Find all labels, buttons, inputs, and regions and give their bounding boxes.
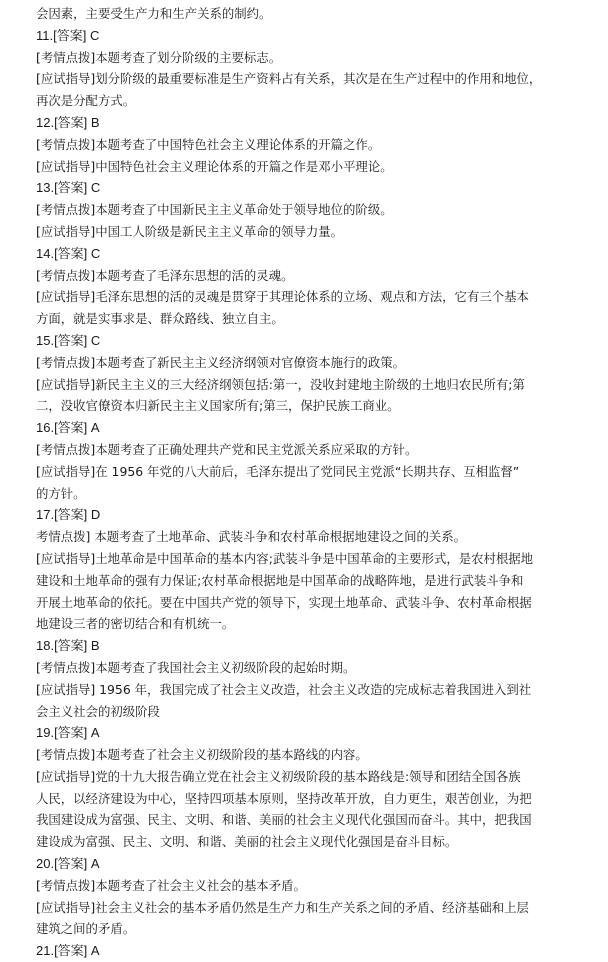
text-line: [考情点拨]本题考查了正确处理共产党和民主党派关系应采取的方针。 bbox=[36, 441, 418, 457]
text-line: [考情点拨]本题考查了我国社会主义初级阶段的起始时期。 bbox=[36, 659, 356, 675]
document-body bbox=[36, 3, 576, 962]
text-line: [应试指导]中国工人阶级是新民主主义革命的领导力量。 bbox=[36, 223, 344, 239]
text-line: [考情点拨]本题考查了中国新民主主义革命处于领导地位的阶级。 bbox=[36, 202, 393, 218]
text-line: 考情点拨] 本题考查了土地革命、武装斗争和农村革命根据地建设之间的关系。 bbox=[36, 529, 467, 545]
answer-line: 20.[答案] A bbox=[36, 856, 100, 872]
text-line: [考情点拨]本题考查了划分阶级的主要标志。 bbox=[36, 49, 282, 65]
text-line: 建设和土地革命的强有力保证;农村革命根据地是中国革命的战略阵地，是进行武装斗争和 bbox=[36, 572, 524, 588]
text-line: 再次是分配方式。 bbox=[36, 93, 136, 109]
text-line: 二，没收官僚资本归新民主主义国家所有;第三，保护民族工商业。 bbox=[36, 398, 400, 414]
text-line: 会因素，主要受生产力和生产关系的制约。 bbox=[36, 6, 272, 21]
text-line: 建设成为富强、民主、文明、和谐、美丽的社会主义现代化强国是奋斗目标。 bbox=[36, 834, 458, 850]
answer-line: 19.[答案] A bbox=[36, 725, 100, 741]
answer-line: 13.[答案] C bbox=[36, 180, 101, 196]
answer-line: 15.[答案] C bbox=[36, 332, 101, 348]
answer-line: 12.[答案] B bbox=[36, 114, 100, 130]
text-line: 会主义社会的初级阶段 bbox=[36, 703, 160, 719]
text-line: [应试指导]划分阶级的最重要标准是生产资料占有关系，其次是在生产过程中的作用和地位， bbox=[36, 71, 542, 87]
text-line: 方面，就是实事求是、群众路线、独立自主。 bbox=[36, 311, 284, 327]
text-line: 我国建设成为富强、民主、文明、和谐、美丽的社会主义现代化强国而奋斗。其中，把我国 bbox=[36, 812, 532, 828]
text-line: 的方针。 bbox=[36, 485, 86, 501]
text-line: 地建设三者的密切结合和有机统一。 bbox=[36, 616, 235, 632]
text-line: [考情点拨]本题考查了中国特色社会主义理论体系的开篇之作。 bbox=[36, 136, 381, 152]
text-line: [考情点拨]本题考查了社会主义社会的基本矛盾。 bbox=[36, 877, 306, 893]
answer-line: 14.[答案] C bbox=[36, 245, 101, 261]
answer-line: 16.[答案] A bbox=[36, 420, 100, 436]
answer-line: 21.[答案] A bbox=[36, 943, 100, 959]
text-line: [应试指导]党的十九大报告确立党在社会主义初级阶段的基本路线是:领导和团结全国各族 bbox=[36, 768, 521, 784]
answer-line: 18.[答案] B bbox=[36, 638, 100, 654]
text-line: [考情点拨]本题考查了毛泽东思想的活的灵魂。 bbox=[36, 267, 294, 283]
text-line: [考情点拨]本题考查了社会主义初级阶段的基本路线的内容。 bbox=[36, 747, 368, 763]
answer-line: 17.[答案] D bbox=[36, 507, 101, 523]
text-line: 开展土地革命的依托。要在中国共产党的领导下，实现土地革命、武装斗争、农村革命根据 bbox=[36, 594, 532, 610]
text-line: [应试指导]毛泽东思想的活的灵魂是贯穿于其理论体系的立场、观点和方法，它有三个基本 bbox=[36, 289, 529, 305]
text-line: 人民，以经济建设为中心，坚持四项基本原则，坚持改革开放，自力更生，艰苦创业，为把 bbox=[36, 790, 532, 806]
text-line: [应试指导]土地革命是中国革命的基本内容;武装斗争是中国革命的主要形式，是农村根据地 bbox=[36, 550, 534, 566]
text-line: [考情点拨]本题考查了新民主主义经济纲领对官僚资本施行的政策。 bbox=[36, 354, 405, 370]
text-line: [应试指导]在 1956 年党的八大前后，毛泽东提出了党同民主党派“长期共存、互相监督” bbox=[36, 463, 520, 479]
text-line: [应试指导]社会主义社会的基本矛盾仍然是生产力和生产关系之间的矛盾、经济基础和上层 bbox=[36, 899, 529, 915]
text-line: [应试指导]中国特色社会主义理论体系的开篇之作是邓小平理论。 bbox=[36, 158, 393, 174]
answer-line: 11.[答案] C bbox=[36, 27, 100, 43]
text-line: [应试指导]新民主主义的三大经济纲领包括:第一，没收封建地主阶级的土地归农民所有;第 bbox=[36, 376, 525, 392]
text-line: 建筑之间的矛盾。 bbox=[36, 921, 136, 937]
text-line: [应试指导] 1956 年，我国完成了社会主义改造，社会主义改造的完成标志着我国进入到社 bbox=[36, 681, 532, 697]
